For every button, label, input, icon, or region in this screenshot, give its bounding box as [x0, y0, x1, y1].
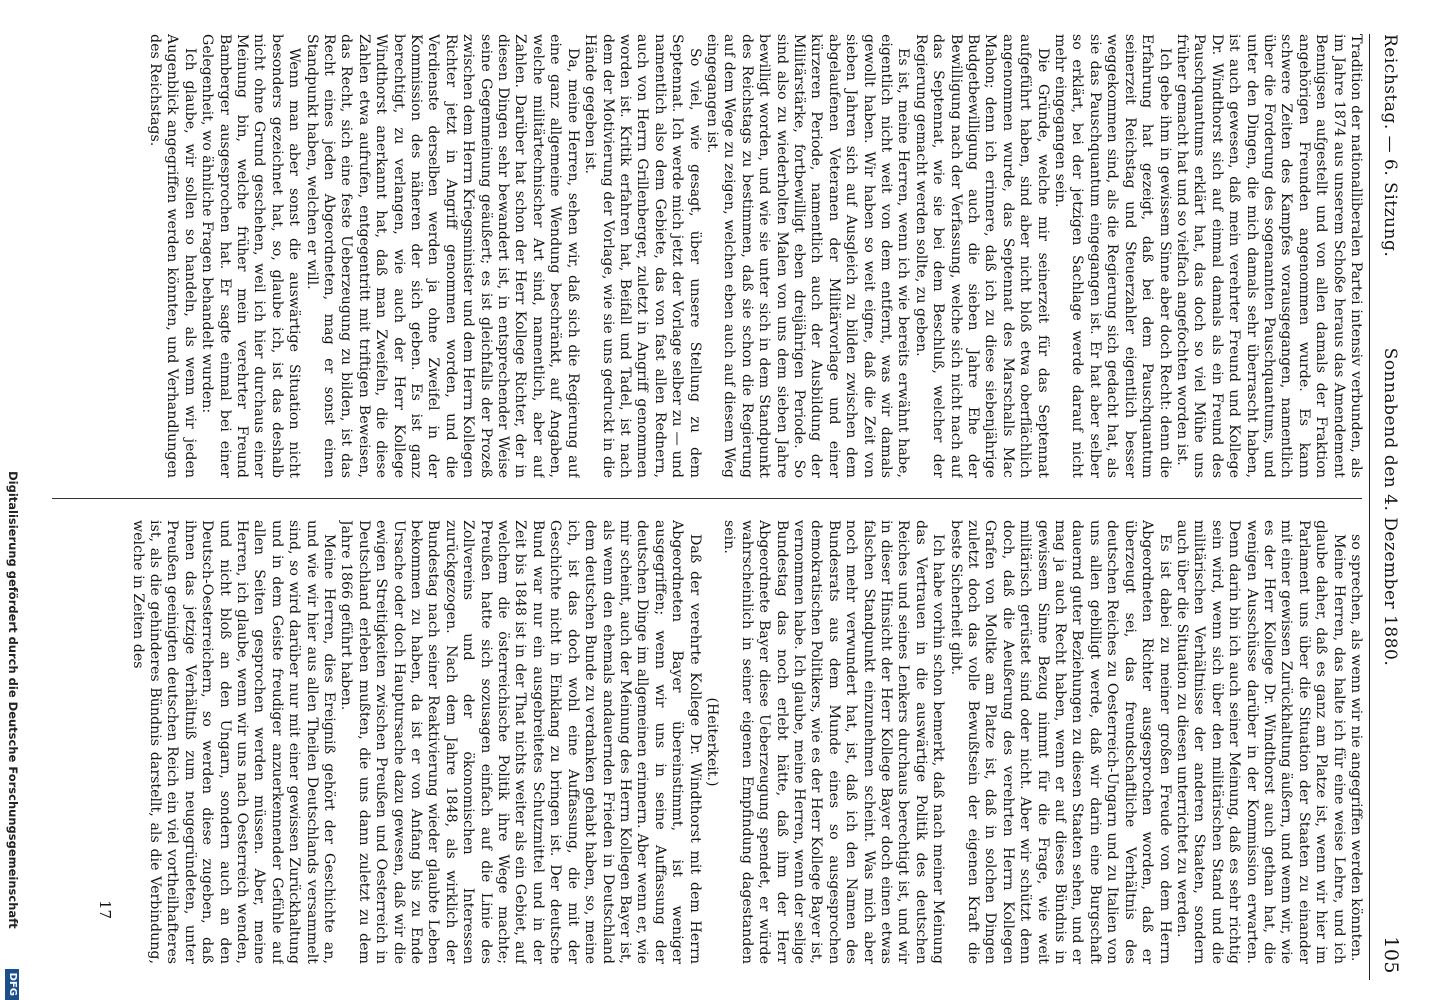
- header-page-number: 105: [1380, 936, 1402, 974]
- paragraph: Da, meine Herren, sehen wir, daß sich die Regierung auf eine ganz allgemeine Wendung beschränkt, auf Angaben, welche militärtechnischer Art sind, namentlich, aber auf Zahlen. Darüber hat schon der Herr Kollege Richter, der in diesen Dingen sehr bewandert ist, in entsprechender Weise seine Gegenmeinung geäußert; es ist gleichfalls der Prozeß zwischen dem Herrn Kriegsminister und dem Herrn Kollegen Richter jetzt in Angriff genommen worden, und die Verdienste derselben werden ja ohne Zweifel in der Kommission des näheren der sich geben. Es ist ganz berechtigt, zu verlangen, wie auch der Herr Kollege Windthorst anerkannt hat, daß man Zweifeln, die diese Zahlen etwa aufrufen, entgegentritt mit triftigen Beweisen, das Recht, sich eine feste Ueberzeugung zu bilden, ist das Recht eines jeden Abgeordneten, mag er sonst einen Standpunkt haben, welchen er will.: [303, 34, 581, 478]
- paragraph: Meine Herren, das halte ich für eine weise Lehre, und ich glaube daher, daß es ganz am Platze ist, wenn wir hier im Parlament uns über die Situation der Staaten zu einander mit einer gewissen Zurückhaltung äußern, und wenn wir, wie es der Herr Kollege Dr. Windthorst auch gethan hat, die wenigen Ausschüsse darüber in der Kommission erwarten. Denn darin bin ich auch seiner Meinung, daß es sehr richtig sein wird, wenn sich über den militärischen Stand und die militärischen Verhältnisse der anderen Staaten, sondern auch über die Situation zu diesen unterrichtet zu werden.: [1173, 520, 1347, 964]
- signature-mark: 17: [96, 900, 114, 920]
- header-rule: [1369, 34, 1370, 980]
- paragraph: Es ist, meine Herren, wenn ich wie bereits erwähnt habe, eigentlich nicht weit von dem entfernt, was wir damals gewollt haben. Wir haben so weit eigne, daß die Zeit von sieben Jahren sich auf Ausgleich zu bilden zwischen dem abgelaufenen Veteranen der Militärvorlage und einer kürzeren Periode, namentlich auch der Ausbildung der Militärstärke, fortbewilligt eben dreijährigen Periode. So sind also zu wiederholten Malen von uns dem sieben Jahre bewilligt worden, und wie sie unter sich in dem Standpunkt des Reichstags zu bestimmen, daß sie schon die Regierung auf dem Wege zu zeigen, welchen eben auch auf diesem Weg eingegangen ist.: [703, 34, 912, 478]
- paragraph: Daß der verehrte Kollege Dr. Windthorst mit dem Herrn Abgeordneten Bayer übereinstimmt, ist weniger ausgegriffen; wenn wir uns in seine Auffassung der deutschen Dinge im allgemeinen erinnern. Aber wenn er, wie mir scheint, auch der Meinung des Herrn Kollegen Bayer ist, als wenn den ehemals andauernden Frieden in Deutschland dem deutschen Bunde zu verdanken gehabt haben, so, meine ich, ist das doch wohl eine Auffassung, die mit der Geschichte nicht in Einklang zu bringen ist. Der deutsche Bund war nur ein ausgebreitetes Schutzmittel und in der Zeit bis 1848 ist in der That nichts weiter als ein Gebiet, auf welchem die österreichische Politik ihre Wege machte; Preußen hatte sich sozusagen einfach auf die Linie des Zollvereins und der ökonomischen Interessen zurückgezogen. Nach dem Jahre 1848, als wirklich der Bundestag nach seiner Reaktivierung wieder glaubte Leben bekommen zu haben, da ist er von Anfang bis zu Ende Ursache oder doch Hauptursache dazu gewesen, daß wir die ewigen Streitigkeiten zwischen Preußen und Oesterreich in Deutschland erleben mußten, die uns dann zuletzt zu dem Jahre 1866 geführt haben.: [338, 520, 703, 964]
- paragraph: So viel, wie gesagt, über unsere Stellung zu dem Septennat. Ich werde mich jetzt der Vorlage selber zu — und namentlich also dem Gebiete, das von fast allen Rednern, auch von Herrn Grillenberger, zuletzt in Angriff genommen worden ist. Kritik erfahren hat, Beifall und Tadel, ist nach dem der Motivierung der Vorlage, wie sie uns gedruckt in die Hände gegeben ist.: [582, 34, 703, 478]
- paragraph: Meine Herren, dies Ereigniß gehört der Geschichte an, und wie wir hier aus allen Theilen Deutschlands versammelt sind, so wird darüber nur mit einer gewissen Zurückhaltung und in dem Geiste freudiger anzuerkennender Gefühle auf allen Seiten gesprochen werden müssen. Aber, meine Herren, ich glaube, wenn wir uns nach Oesterreich wenden, und nicht bloß an den Ungarn, sondern auch an den Deutsch-Oesterreichern, so werden diese zugeben, daß ihnen das jetzige Verhältniß zum neugegründeten, unter Preußen geeinigten deutschen Reich ein viel vortheilhafteres ist, als die gehinderes Bündnis darstellt, als die Verbindung, welche in Zeiten des: [129, 520, 338, 964]
- column-divider: [52, 498, 1362, 499]
- paragraph: so sprechen, als wenn wir nie angegriffen werden könnten.: [1348, 534, 1364, 962]
- header-chamber-session: Reichstag. — 6. Sitzung.: [1380, 34, 1400, 258]
- dfg-logo: DFG: [6, 969, 20, 1000]
- right-column: [114, 520, 1364, 964]
- paragraph: Ich gebe ihm in gewissem Sinne aber doch Recht: denn die Erfahrung hat gezeigt, daß bei dem Pauschquantum seinerzeit Reichstag und Steuerzahler eigentlich besser weggekommen sind, als die Regierung sich gedacht hat, als sie das Pauschquantum eingegangen ist. Er hat aber selber so erklärt, bei der jetzigen Sachlage werde darauf nicht mehr eingegangen sein.: [1052, 34, 1173, 478]
- interjection: (Heiterkeit.): [703, 697, 720, 787]
- paragraph: Die Gründe, welche mir seinerzeit für das Septennat aufgeführt haben, sind aber nicht bloß etwa oberflächlich angenommen wurde, das Septennat des Marschalls Mac Mahon; denn ich erinnere, daß ich zu diese siebenjährige Budgetbewilligung auch die sieben Jahre Ehe der Bewilligung nach der Verfassung, welche sich nicht nach auf das Septennat, wie sie bei dem Beschluß, welcher der Regierung gemacht werden sollte, zu geben.: [912, 34, 1051, 478]
- left-column: [14, 34, 1364, 478]
- paragraph: Es ist dabei zu meiner großen Freude von dem Herrn Abgeordneten Richter ausgesprochen worden, daß er überzeugt sei, das freundschaftliche Verhältnis des deutschen Reiches zu Oesterreich-Ungarn und zu Italien von uns allen gebilligt werde, daß wir darin eine Burgschaft dauernd guter Beziehungen zu diesen Staaten sehen, und er mag ja auch Recht haben, wenn er auf dieses Bündnis in gewissem Sinne Bezug nimmt für die Frage, wie weit militärisch gerüstet sind oder nicht. Aber wir schützt denn doch, daß die Aeußerung des verehrten Herrn Kollegen Grafen von Moltke am Platze ist, daß in solchen Dingen zuletzt doch das volle Bewußtsein der eigenen Kraft die beste Sicherheit gibt.: [947, 520, 1173, 964]
- digitization-footer: [6, 0, 21, 1000]
- page-header: [1376, 34, 1404, 980]
- paragraph: Tradition der nationalliberalen Partei intensiv verbunden, als im Jahre 1874 aus unserem Schoße heraus das Amendement Bennigsen aufgestellt und von allen damals der Fraktion angehörigen Freunden angenommen wurde. Es kann schwere Zeiten des Kampfes vorausgegangen, namentlich über die Forderung des sogenannten Pauschquantums, und unter den Dingen, die mich damals sehr überrascht haben, ist auch gewesen, daß mein verehrter Freund und Kollege Dr. Windthorst sich auf einmal damals als ein Freund des Pauschquantums erklärt hat, das doch so viel Mühe uns früher gemacht hat und so vielfach angefochten worden ist.: [1173, 34, 1364, 478]
- footer-credit: Digitalisierung gefördert durch die Deutsche Forschungsgemeinschaft: [6, 471, 20, 929]
- paragraph: Ich glaube, wir sollen so handeln, als wenn wir jeden Augenblick angegriffen werden könnten, und Verhandlungen des Reichstags.: [146, 34, 198, 478]
- paragraph: Wenn man aber sonst die auswärtige Situation nicht besonders gezeichnet hat, so, glaube ich, ist das deshalb nicht ohne Grund geschehen, weil ich hier durchaus einer Meinung bin, welche früher mein verehrter Freund Bamberger ausgesprochen hat. Er sagte einmal bei einer Gelegenheit, wo ähnliche Fragen behandelt wurden:: [199, 34, 303, 478]
- paragraph: Ich habe vorhin schon bemerkt, daß nach meiner Meinung das Vertrauen in die auswärtige Politik des deutschen Reiches und seines Lenkers durchaus berechtigt ist, und wir in dieser Hinsicht der Herr Kollege Bayer doch einen etwas falschen Standpunkt einzunehmen scheint. Was mich aber noch mehr verwundert hat, ist, daß ich den Namen des Bundesrats aus dem Munde eines so ausgesprochen demokratischen Politikers, wie es der Herr Kollege Bayer ist, vernommen habe. Ich glaube, meine Herren, wenn der selige Bundestag das noch erlebt hätte, daß ihm der Herr Abgeordnete Bayer diese Ueberzeugung spendet, er würde wahrscheinlich in seiner eigenen Empfindung dagestanden sein.: [721, 520, 947, 964]
- header-date: Sonnabend den 4. Dezember 1880.: [1380, 347, 1400, 667]
